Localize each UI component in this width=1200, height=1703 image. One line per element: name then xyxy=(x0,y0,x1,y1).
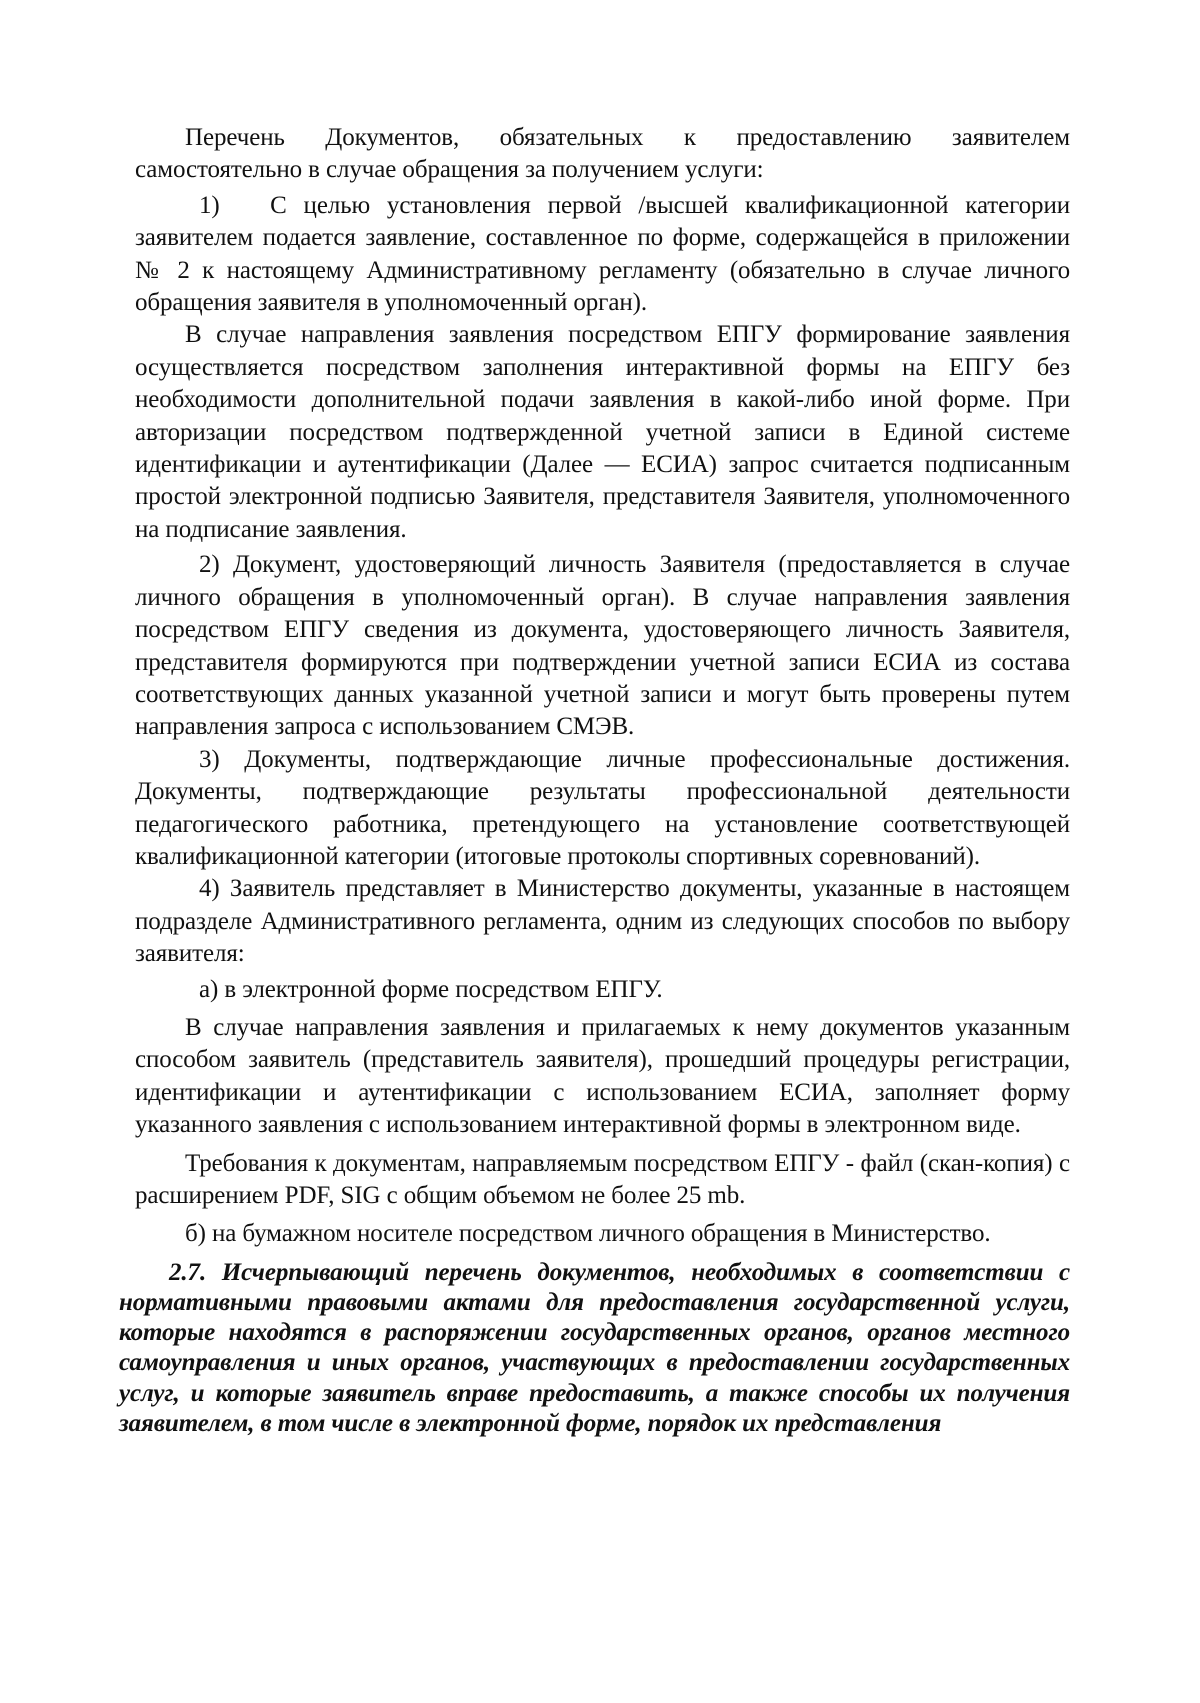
paragraph-file-requirements: Требования к документам, направляемым посредством ЕПГУ - файл (скан-копия) с расширением PDF, SIG с общим объемом не более 25 mb. xyxy=(135,1149,1070,1209)
paragraph-item-4-submission-methods: 4) Заявитель представляет в Министерство документы, указанные в настоящем подразделе Административного регламента, одним из следующих способов по выбору заявителя: xyxy=(135,875,1070,968)
document-page xyxy=(119,122,1070,1439)
section-heading-2-7: 2.7. Исчерпывающий перечень документов, необходимых в соответствии с нормативными правовыми актами для предоставления государственной услуги, которые находятся в распоряжении государственных органов, органов местного самоуправления и иных органов, участвующих в предоставлении государственных услуг, и которые заявитель вправе предоставить, а также способы их получения заявителем, в том числе в электронной форме, порядок их представления xyxy=(119,1258,1070,1437)
paragraph-epgu-application: В случае направления заявления посредством ЕПГУ формирование заявления осуществляется посредством заполнения интерактивной формы на ЕПГУ без необходимости дополнительной подачи заявления в какой-либо иной форме. При авторизации посредством подтвержденной учетной записи в Единой системе идентификации и аутентификации (Далее — ЕСИА) запрос считается подписанным простой электронной подписью Заявителя, представителя Заявителя, уполномоченного на подписание заявления. xyxy=(135,321,1070,543)
paragraph-item-2-identity-document: 2) Документ, удостоверяющий личность Заявителя (предоставляется в случае личного обращения в уполномоченный орган). В случае направления заявления посредством ЕПГУ сведения из документа, удостоверяющего личность Заявителя, представителя формируются при подтверждении учетной записи ЕСИА из состава соответствующих данных указанной учетной записи и могут быть проверены путем направления запроса с использованием СМЭВ. xyxy=(135,551,1070,741)
paragraph-item-1-application: 1) С целью установления первой /высшей квалификационной категории заявителем подается заявление, составленное по форме, содержащейся в приложении № 2 к настоящему Административному регламенту (обязательно в случае личного обращения заявителя в уполномоченный орган). xyxy=(135,191,1070,317)
paragraph-method-a-electronic: а) в электронной форме посредством ЕПГУ. xyxy=(199,975,663,1003)
paragraph-documents-list-intro: Перечень Документов, обязательных к предоставлению заявителем самостоятельно в случае обращения за получением услуги: xyxy=(135,124,1070,184)
paragraph-electronic-submission-details: В случае направления заявления и прилагаемых к нему документов указанным способом заявитель (представитель заявителя), прошедший процедуры регистрации, идентификации и аутентификации с использованием ЕСИА, заполняет форму указанного заявления с использованием интерактивной формы в электронном виде. xyxy=(135,1013,1070,1139)
paragraph-item-3-achievements: 3) Документы, подтверждающие личные профессиональные достижения. Документы, подтверждающие результаты профессиональной деятельности педагогического работника, претендующего на установление соответствующей квалификационной категории (итоговые протоколы спортивных соревнований). xyxy=(135,745,1070,870)
paragraph-method-b-paper: б) на бумажном носителе посредством личного обращения в Министерство. xyxy=(185,1220,991,1248)
